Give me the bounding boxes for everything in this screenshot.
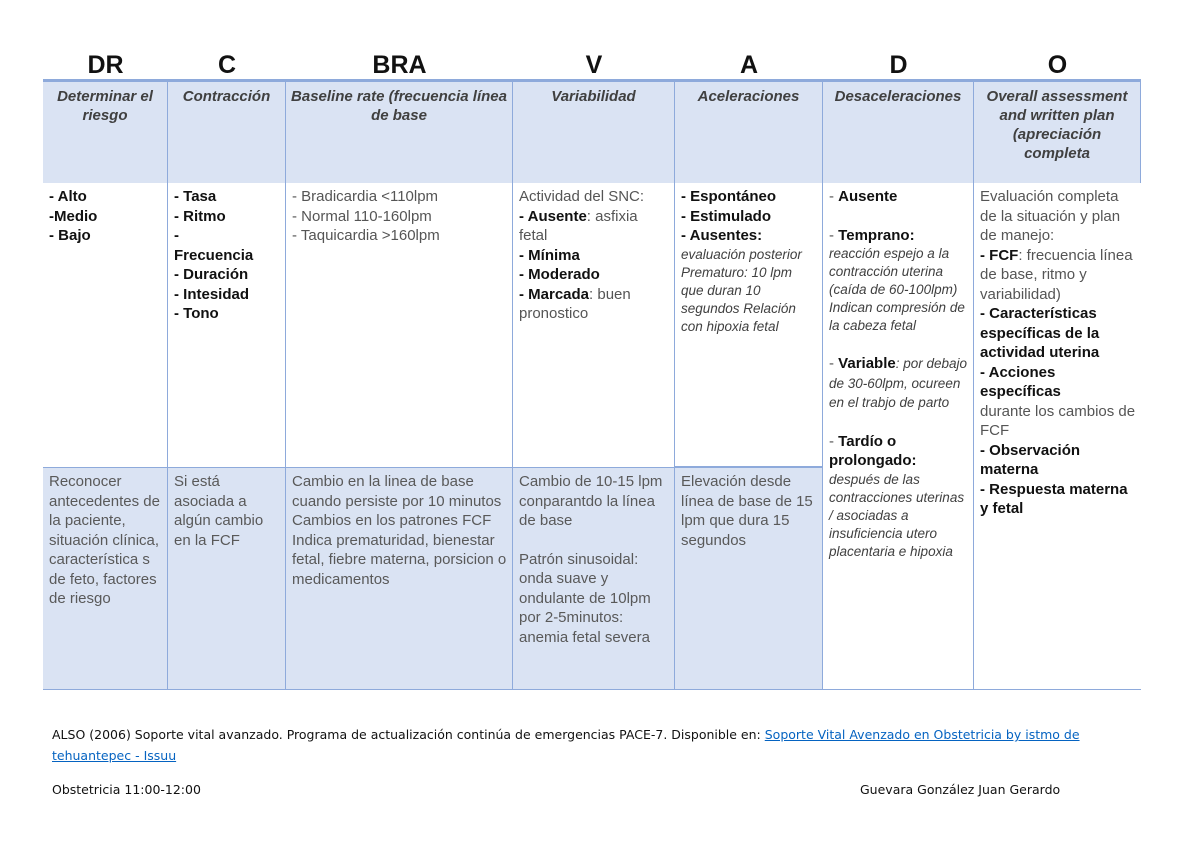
o-acciones-text: durante los cambios de FCF — [980, 402, 1136, 439]
subheader-o: Overall assessment and written plan (apreciación completa — [974, 82, 1141, 183]
reference-text: ALSO (2006) Soporte vital avanzado. Programa de actualización continúa de emergencias PACE-7. Disponible en: — [52, 727, 765, 742]
c-item: - — [174, 227, 179, 244]
d-temprano: Temprano: — [838, 226, 915, 244]
c-items — [168, 183, 286, 467]
o-observacion: - Observación materna — [980, 441, 1081, 478]
subheader-c: Contracción — [168, 82, 286, 183]
d-tardio: Tardío o prolongado: — [829, 432, 917, 469]
subheader-a: Aceleraciones — [675, 82, 823, 183]
d-temprano-detail: reacción espejo a la contracción uterina (caída de 60-100lpm) Indican compresión de la cabeza fetal — [829, 246, 965, 333]
reference-link[interactable]: Soporte Vital Avenzado en Obstetricia by istmo de tehuantepec - Issuu — [52, 727, 1080, 763]
subheader-bra: Baseline rate (frecuencia línea de base — [286, 82, 513, 183]
d-prefix: - — [829, 432, 839, 450]
bra-item: - Bradicardia <110lpm — [292, 188, 439, 205]
bra-description-line: Cambio en la linea de base cuando persiste por 10 minutos — [292, 473, 502, 510]
d-ausente: Ausente — [838, 188, 898, 205]
d-variable: Variable — [838, 355, 896, 372]
v-description — [513, 467, 675, 690]
subheader-dr: Determinar el riesgo — [43, 82, 168, 183]
c-description: Si está asociada a algún cambio en la FCF — [168, 467, 286, 690]
bra-items — [286, 183, 513, 467]
a-description: Elevación desde línea de base de 15 lpm que dura 15 segundos — [675, 467, 823, 690]
v-marcada-label: - Marcada — [519, 285, 590, 303]
v-description-1: Cambio de 10-15 lpm conparantdo la línea de base — [519, 473, 663, 529]
reference — [52, 724, 1132, 766]
v-marcada-text: : buen pronostico — [519, 285, 631, 322]
d-items — [823, 183, 974, 690]
bra-item: - Normal 110-160lpm — [292, 207, 432, 225]
v-intro: Actividad del SNC: — [519, 188, 645, 205]
c-item: - Tono — [174, 305, 219, 322]
c-item: - Tasa — [174, 188, 217, 205]
bra-item: - Taquicardia >160lpm — [292, 227, 440, 244]
subheader-d: Desaceleraciones — [823, 82, 974, 183]
a-espontaneo: - Espontáneo — [681, 188, 777, 205]
o-intro: Evaluación completa de la situación y plan de manejo: — [980, 188, 1121, 244]
bra-description-line: Cambios en los patrones FCF — [292, 512, 492, 529]
dr-item: -Medio — [49, 207, 98, 225]
a-estimulado: - Estimulado — [681, 207, 772, 225]
a-items — [675, 183, 823, 467]
c-item: - Duración — [174, 266, 249, 283]
author-label: Guevara González Juan Gerardo — [860, 782, 1061, 797]
d-prefix: - — [829, 355, 839, 372]
a-ausentes: - Ausentes: — [681, 227, 763, 244]
c-item: Frecuencia — [174, 246, 254, 264]
o-fcf-label: - FCF — [980, 246, 1019, 264]
d-tardio-detail: después de las contracciones uterinas / asociadas a insuficiencia utero placentaria e hipoxia — [829, 471, 965, 559]
bra-description — [286, 467, 513, 690]
c-item: - Intesidad — [174, 285, 250, 303]
dr-item: - Alto — [49, 188, 87, 205]
d-prefix: - — [829, 226, 839, 244]
subheader-v: Variabilidad — [513, 82, 675, 183]
header-c: C — [168, 52, 286, 82]
v-description-2: Patrón sinusoidal: onda suave y ondulante de 10lpm por 2-5minutos: anemia fetal severa — [519, 550, 651, 646]
v-items — [513, 183, 675, 467]
header-v: V — [513, 52, 675, 82]
o-items — [974, 183, 1141, 690]
header-dr: DR — [43, 52, 168, 82]
d-prefix: - — [829, 188, 839, 205]
also-table — [43, 52, 1141, 690]
bra-description-line: Indica prematuridad, bienestar fetal, fiebre materna, porsicion o medicamentos — [292, 531, 507, 588]
v-ausente-text: : asfixia fetal — [519, 207, 638, 244]
dr-description: Reconocer antecedentes de la paciente, situación clínica, característica s de feto, factores de riesgo — [43, 467, 168, 690]
d-variable-detail: : por debajo de 30-60lpm, ocureen en el trabjo de parto — [829, 356, 968, 410]
dr-items — [43, 183, 168, 467]
v-ausente-label: - Ausente — [519, 207, 587, 225]
a-ausentes-detail: evaluación posterior Prematuro: 10 lpm que duran 10 segundos Relación con hipoxia fetal — [681, 246, 802, 334]
header-bra: BRA — [286, 52, 513, 82]
course-label: Obstetricia 11:00-12:00 — [52, 782, 201, 797]
o-caracteristicas: - Características específicas de la actividad uterina — [980, 305, 1100, 361]
header-o: O — [974, 52, 1141, 82]
v-minima: - Mínima — [519, 246, 580, 264]
header-d: D — [823, 52, 974, 82]
o-acciones: - Acciones específicas — [980, 363, 1061, 400]
o-respuesta: - Respuesta materna y fetal — [980, 480, 1128, 517]
dr-item: - Bajo — [49, 227, 91, 244]
c-item: - Ritmo — [174, 207, 226, 225]
v-moderado: - Moderado — [519, 266, 600, 283]
o-fcf-text: : frecuencia línea de base, ritmo y variabilidad) — [980, 246, 1133, 303]
header-a: A — [675, 52, 823, 82]
